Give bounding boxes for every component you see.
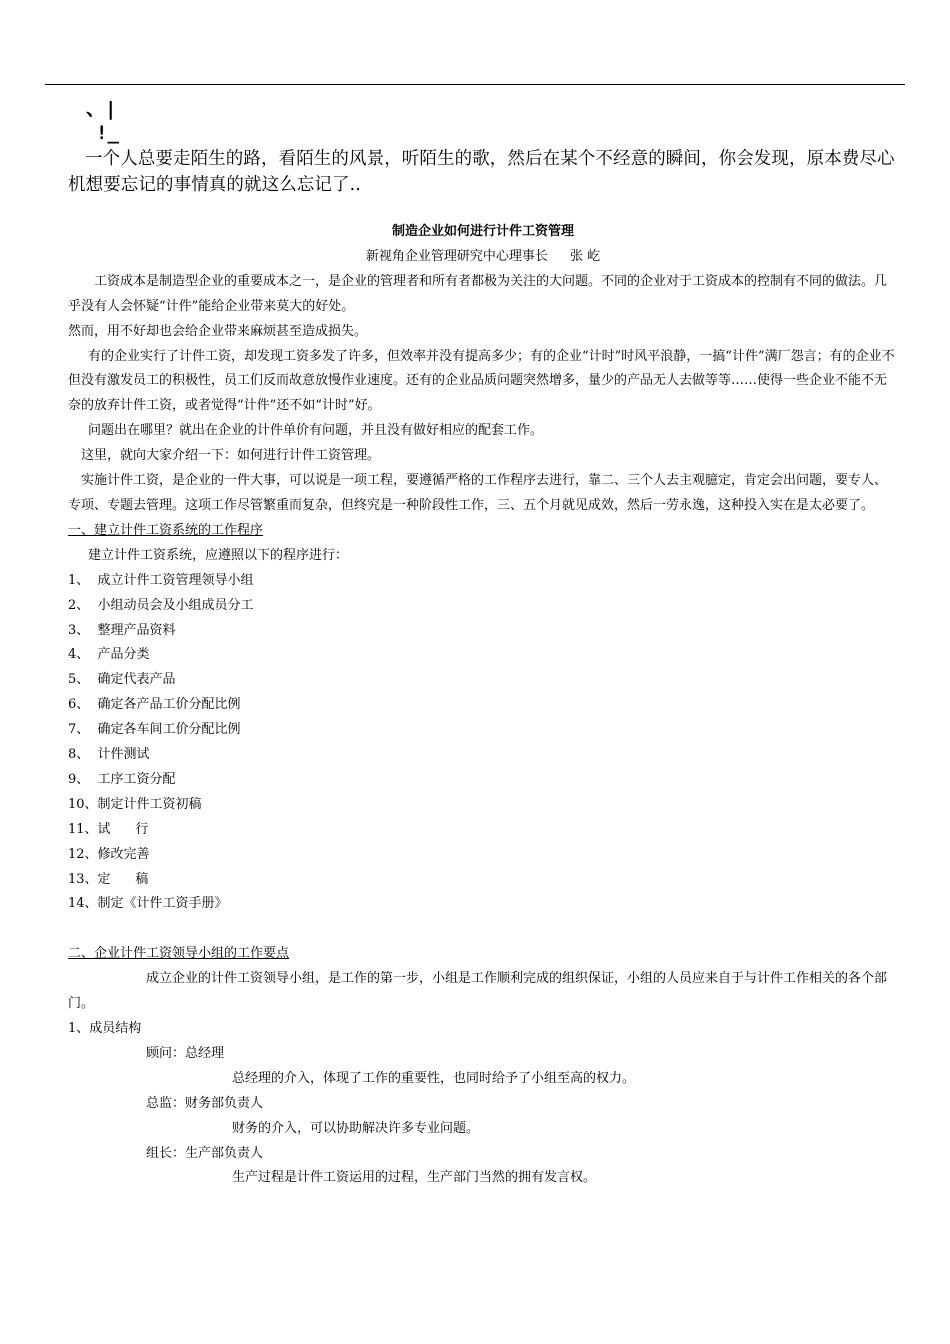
- list-item: 11、试 行: [68, 821, 149, 837]
- section-2-intro: 成立企业的计件工资领导小组，是工作的第一步，小组是工作顺利完成的组织保证，小组的人员应来自于与计件工作相关的各个部门。: [68, 971, 888, 1012]
- paragraph-4: 问题出在哪里？就出在企业的计件单价有问题，并且没有做好相应的配套工作。: [88, 423, 544, 439]
- step-list: [68, 569, 898, 918]
- section-1-intro: 建立计件工资系统，应遵照以下的程序进行：: [88, 547, 349, 563]
- stray-mark-1: 、|: [86, 98, 117, 120]
- role-leader: 组长：生产部负责人: [146, 1145, 264, 1161]
- paragraph-6: 实施计件工资，是企业的一件大事，可以说是一项工程，要遵循严格的工作程序去进行，靠二、三个人去主观臆定，肯定会出问题，要专人、专项、专题去管理。这项工作尽管繁重而复杂，但终究是一种阶段性工作，三、五个月就见成效，然后一劳永逸，这种投入实在是太必要了。: [68, 473, 888, 513]
- list-item: 14、制定《计件工资手册》: [68, 896, 228, 912]
- paragraph-2: 然而，用不好却也会给企业带来麻烦甚至造成损失。: [68, 323, 368, 339]
- list-item: 12、修改完善: [68, 846, 150, 862]
- list-item: 10、制定计件工资初稿: [68, 796, 202, 812]
- list-item: 9、 工序工资分配: [68, 771, 176, 787]
- role-leader-desc: 生产过程是计件工资运用的过程，生产部门当然的拥有发言权。: [232, 1170, 597, 1186]
- paragraph-5: 这里，就向大家介绍一下：如何进行计件工资管理。: [81, 448, 381, 464]
- role-advisor-desc: 总经理的介入，体现了工作的重要性，也同时给予了小组至高的权力。: [232, 1070, 636, 1086]
- role-director-desc: 财务的介入，可以协助解决许多专业问题。: [232, 1120, 480, 1136]
- role-director: 总监：财务部负责人: [146, 1095, 264, 1111]
- list-item: 13、定 稿: [68, 871, 149, 887]
- list-item: 2、 小组动员会及小组成员分工: [68, 597, 254, 613]
- author-org: 新视角企业管理研究中心理事长: [365, 248, 548, 264]
- paragraph-1: 工资成本是制造型企业的重要成本之一，是企业的管理者和所有者都极为关注的大问题。不同的企业对于工资成本的控制有不同的做法。几乎没有人会怀疑“计件”能给企业带来莫大的好处。: [68, 273, 888, 314]
- blank-line: [68, 917, 898, 942]
- document-body: [68, 220, 898, 1191]
- intro-paragraph: 一个人总要走陌生的路，看陌生的风景，听陌生的歌，然后在某个不经意的瞬间，你会发现，原本费尽心机想要忘记的事情真的就这么忘记了..: [68, 149, 895, 195]
- list-item: 8、 计件测试: [68, 747, 150, 763]
- author-line: [68, 245, 898, 270]
- document-title: 制造企业如何进行计件工资管理: [391, 224, 574, 239]
- section-heading-2: 二、企业计件工资领导小组的工作要点: [68, 946, 290, 962]
- list-item: 3、 整理产品资料: [68, 622, 176, 638]
- list-item: 4、 产品分类: [68, 647, 150, 663]
- section-heading-1: 一、建立计件工资系统的工作程序: [68, 522, 264, 538]
- subheading-member-structure: 1、成员结构: [68, 1020, 142, 1036]
- list-item: 1、 成立计件工资管理领导小组: [68, 572, 254, 588]
- list-item: 6、 确定各产品工价分配比例: [68, 697, 241, 713]
- author-name: 张 屹: [569, 248, 601, 264]
- paragraph-3: 有的企业实行了计件工资，却发现工资多发了许多，但效率并没有提高多少；有的企业“计时”时风平浪静，一搞“计件”满厂怨言；有的企业不但没有激发员工的积极性，员工们反而故意放慢作业速度。还有的企业品质问题突然增多，量少的产品无人去做等等……使得一些企业不能不无奈的放弃计件工资，或者觉得“计件”还不如“计时”好。: [68, 348, 895, 414]
- list-item: 5、 确定代表产品: [68, 672, 176, 688]
- top-divider-line: [45, 84, 905, 85]
- stray-mark-2: !_: [96, 122, 119, 144]
- list-item: 7、 确定各车间工价分配比例: [68, 722, 241, 738]
- role-advisor: 顾问：总经理: [146, 1045, 225, 1061]
